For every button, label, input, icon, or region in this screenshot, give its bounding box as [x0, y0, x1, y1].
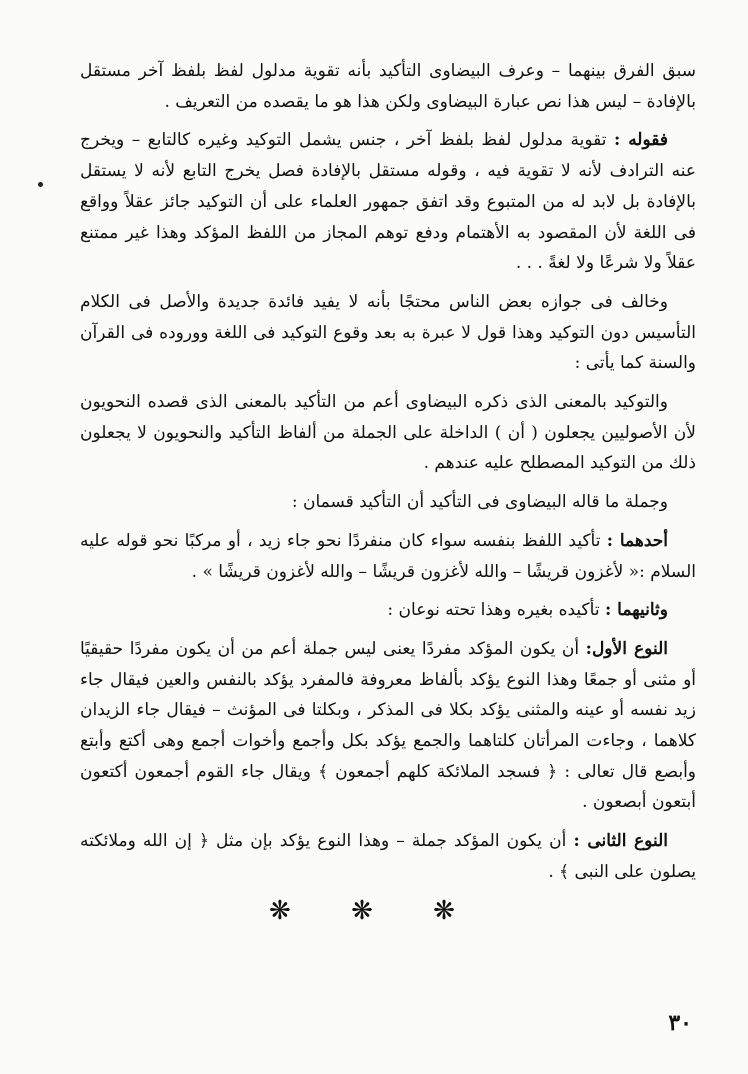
paragraph-8-text: أن يكون المؤكد مفردًا يعنى ليس جملة أعم من أن يكون مفردًا حقيقيًا أو مثنى أو جمعًا وهذا النوع يؤكد بألفاظ معروفة فالمفرد يؤكد بالنفس والعين فيقال جاء زيد نفسه أو عينه والمثنى يؤكد بكلا فى المذكر ، وبكلتا فى المؤنث – فيقال جاء الزيدان كلاهما ، وجاءت المرأتان كلتاهما والجمع يؤكد بكل وأجمع وأخوات أجمع وهى أكتع وأبتع وأبصع قال تعالى : ﴿ فسجد الملائكة كلهم أجمعون ﴾ ويقال جاء القوم أجمعون أكتعون أبتعون أبصعون .: [80, 638, 696, 813]
paragraph-3: [80, 287, 696, 379]
paragraph-2: [80, 125, 696, 279]
paragraph-9-text: أن يكون المؤكد جملة – وهذا النوع يؤكد بإن مثل ﴿ إن الله وملائكته يصلون على النبى ﴾ .: [80, 831, 696, 882]
paragraph-1: [80, 56, 696, 117]
paragraph-1-text: سبق الفرق بينهما – وعرف البيضاوى التأكيد بأنه تقوية مدلول لفظ بلفظ آخر مستقل بالإفادة – ليس هذا نص عبارة البيضاوى ولكن هذا هو ما يقصده من التعريف .: [80, 61, 696, 112]
margin-dot: [38, 182, 43, 187]
paragraph-3-text: وخالف فى جوازه بعض الناس محتجًا بأنه لا يفيد فائدة جديدة والأصل فى الكلام التأسيس دون التوكيد وهذا قول لا عبرة به بعد وقوع التوكيد فى اللغة ووروده فى القرآن والسنة كما يأتى :: [80, 291, 696, 374]
paragraph-4-text: والتوكيد بالمعنى الذى ذكره البيضاوى أعم من التأكيد بالمعنى الذى قصده النحويون لأن الأصوليين يجعلون ( أن ) الداخلة على الجملة من ألفاظ التأكيد والنحويون لا يجعلون ذلك من التوكيد المصطلح عليه عندهم .: [80, 392, 696, 474]
paragraph-5-text: وجملة ما قاله البيضاوى فى التأكيد أن التأكيد قسمان :: [291, 492, 668, 513]
paragraph-2-lead: فقوله :: [613, 130, 668, 151]
paragraph-9-lead: النوع الثانى :: [573, 831, 668, 852]
paragraph-8: [80, 634, 696, 818]
paragraph-6: [80, 526, 696, 587]
paragraph-8-lead: النوع الأول:: [585, 638, 668, 659]
paragraph-6-text: تأكيد اللفظ بنفسه سواء كان منفردًا نحو جاء زيد ، أو مركبًا نحو قوله عليه السلام :« لأغزون قريشًا – والله لأغزون قريشًا – والله لأغزون قريشًا » .: [80, 530, 696, 582]
paragraph-5: [80, 487, 696, 518]
paragraph-7-lead: وثانيهما :: [604, 600, 668, 621]
paragraph-7-text: تأكيده بغيره وهذا تحته نوعان :: [387, 600, 605, 621]
paragraph-2-text: تقوية مدلول لفظ بلفظ آخر ، جنس يشمل التوكيد وغيره كالتابع – ويخرج عنه الترادف لأنه لا تقوية فيه ، وقوله مستقل بالإفادة فصل يخرج التابع لأنه لا يستقل بالإفادة بل لابد له من المتبوع وقد اتفق جمهور العلماء على أن التوكيد جائز عقلاً وواقع فى اللغة لأن المقصود به الأهتمام ودفع توهم المجاز من اللفظ المؤكد وهذا غير ممتنع عقلاً ولا شرعًا ولا لغةً . . .: [80, 130, 696, 274]
section-separator: ❋ ❋ ❋: [269, 895, 481, 926]
paragraph-4: [80, 387, 696, 479]
page-number: ٣٠: [668, 1010, 692, 1036]
paragraph-6-lead: أحدهما :: [606, 530, 668, 551]
paragraph-9: [80, 826, 696, 887]
paragraph-7: [80, 595, 696, 626]
